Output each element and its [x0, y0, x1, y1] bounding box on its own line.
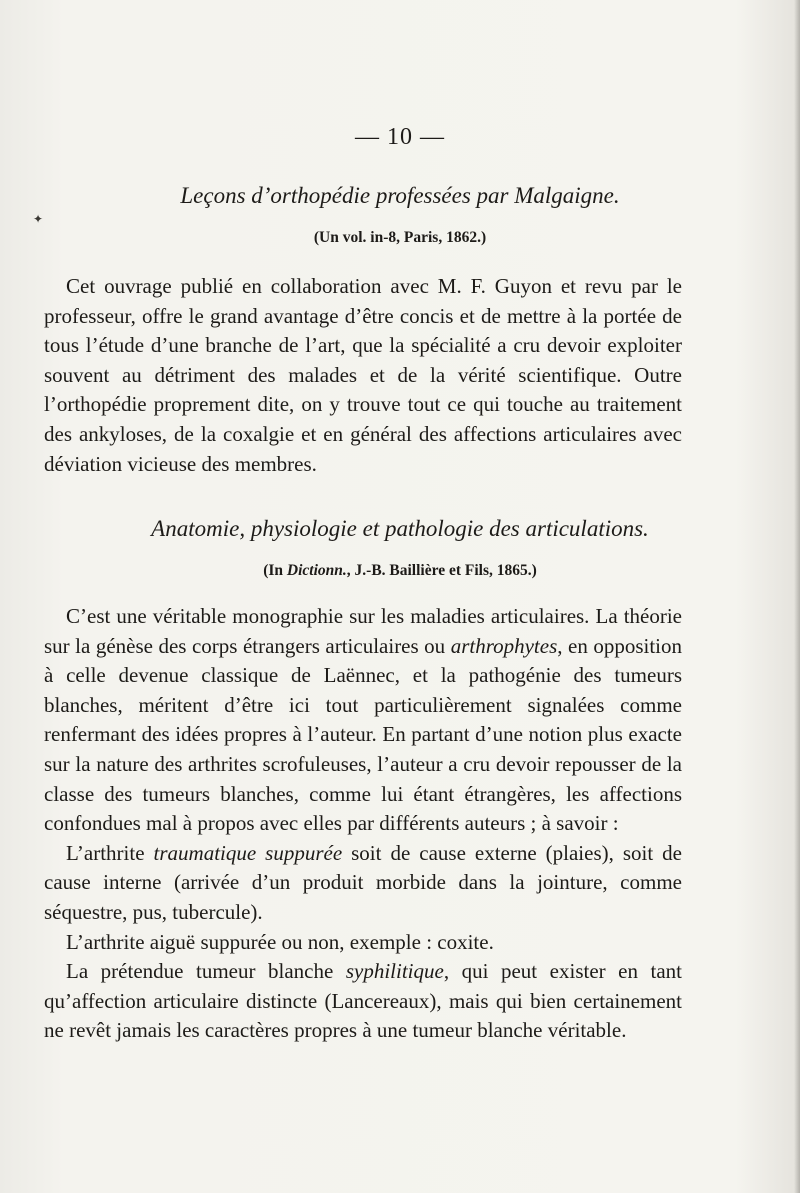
section-2-paragraph-2: L’arthrite traumatique suppurée soit de cause externe (plaies), soit de cause interne (arrivée d’un produit morbide dans la jointure, comme séquestre, pus, tubercule). — [44, 840, 683, 924]
section-2-paragraph-3: L’arthrite aiguë suppurée ou non, exemple : coxite. — [66, 929, 494, 954]
section-2-title: Anatomie, physiologie et pathologie des articulations. — [151, 516, 649, 541]
reference-italic: Dictionn. — [286, 562, 347, 579]
section-2-paragraph-4: La prétendue tumeur blanche syphilitique, qui peut exister en tant qu’affection articulaire distincte (Lancereaux), mais qui bien certainement ne revêt jamais les caractères propres à une tumeur blanche véritable. — [44, 959, 683, 1043]
margin-mark: ✦ — [33, 212, 44, 226]
section-2-body — [44, 602, 682, 1046]
section-2-reference: (In Dictionn., J.-B. Baillière et Fils, 1865.) — [263, 562, 537, 579]
section-1-body — [44, 272, 682, 479]
page-number: — 10 — — [355, 124, 445, 150]
page-edge-shadow — [794, 0, 800, 1193]
section-1-reference: (Un vol. in-8, Paris, 1862.) — [313, 229, 487, 246]
section-2-paragraph-1: C’est une véritable monographie sur les maladies articulaires. La théorie sur la génèse des corps étrangers articulaires ou arthrophytes, en opposition à celle devenue classique de Laënnec, et la pathogénie des tumeurs blanches, méritent d’être ici tout particulièrement signalées comme renfermant des idées propres à l’auteur. En partant d’une notion plus exacte sur la nature des arthrites scrofuleuses, l’auteur a cru devoir repousser de la classe des tumeurs blanches, comme lui étant étrangères, les affections confondues mal à propos avec elles par différents auteurs ; à savoir : — [44, 604, 682, 836]
section-1-paragraph: Cet ouvrage publié en collaboration avec M. F. Guyon et revu par le professeur, offre le grand avantage d’être concis et de mettre à la portée de tous l’étude d’une branche de l’art, que la spécialité a cru devoir exploiter souvent au détriment des malades et de la vérité scientifique. Outre l’orthopédie proprement dite, on y trouve tout ce qui touche au traitement des ankyloses, de la coxalgie et en général des affections articulaires avec déviation vicieuse des membres. — [44, 274, 682, 476]
section-1-title: Leçons d’orthopédie professées par Malgaigne. — [180, 183, 620, 208]
